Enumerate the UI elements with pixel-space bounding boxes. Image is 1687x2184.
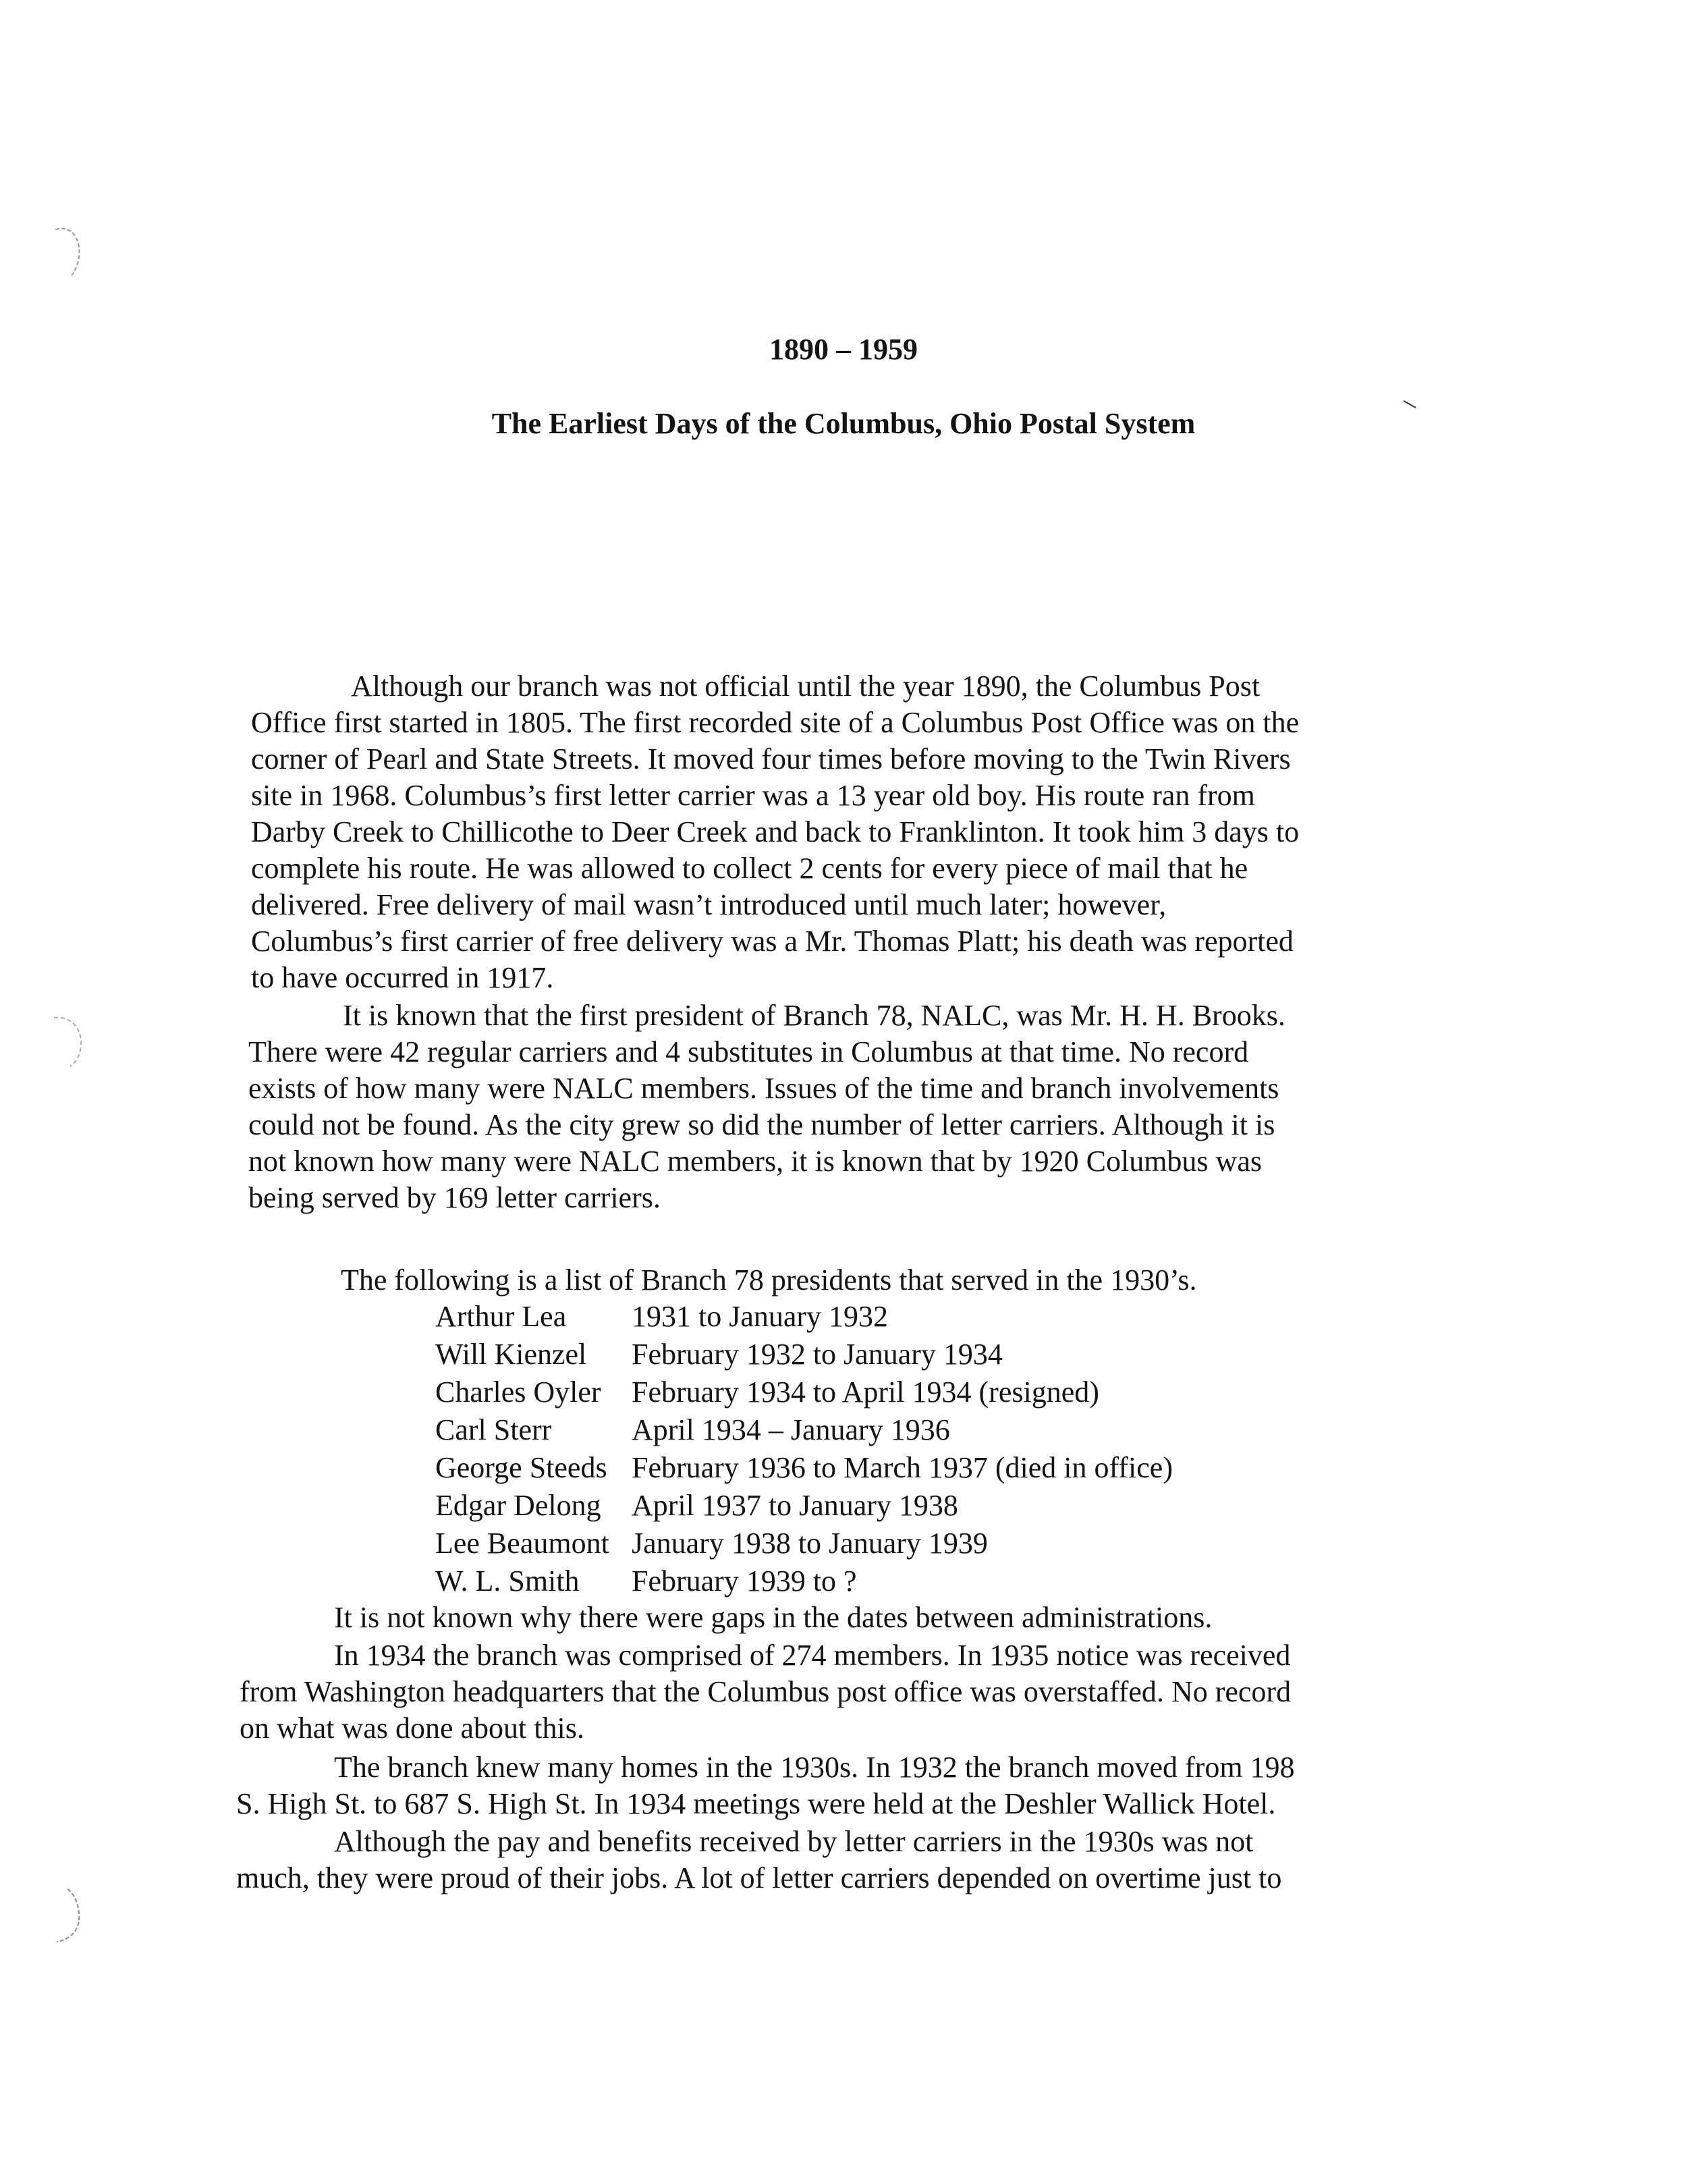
president-name: Edgar Delong: [435, 1489, 601, 1522]
president-term: February 1932 to January 1934: [632, 1338, 1003, 1371]
body-line: In 1934 the branch was comprised of 274 members. In 1935 notice was received: [334, 1639, 1291, 1672]
body-line: site in 1968. Columbus’s first letter carrier was a 13 year old boy. His route ran from: [251, 779, 1255, 812]
president-term: February 1936 to March 1937 (died in office): [632, 1451, 1173, 1484]
president-term: February 1934 to April 1934 (resigned): [632, 1375, 1099, 1409]
body-line: Darby Creek to Chillicothe to Deer Creek and back to Franklinton. It took him 3 days to: [251, 815, 1300, 848]
body-line: It is not known why there were gaps in the dates between administrations.: [334, 1601, 1213, 1634]
body-line: S. High St. to 687 S. High St. In 1934 meetings were held at the Deshler Wallick Hotel.: [236, 1787, 1276, 1820]
president-term: January 1938 to January 1939: [632, 1527, 988, 1560]
body-line: to have occurred in 1917.: [251, 961, 554, 994]
body-line: much, they were proud of their jobs. A lot of letter carriers depended on overtime just to: [236, 1861, 1282, 1894]
section-title-heading: The Earliest Days of the Columbus, Ohio Postal System: [491, 407, 1196, 440]
president-term: February 1939 to ?: [632, 1564, 857, 1598]
body-line: Columbus’s first carrier of free delivery was a Mr. Thomas Platt; his death was reported: [251, 925, 1294, 958]
body-line: being served by 169 letter carriers.: [248, 1181, 661, 1214]
punch-hole-shadow-bottom: [47, 1886, 88, 1943]
section-years-heading: 1890 – 1959: [769, 333, 918, 366]
president-name: W. L. Smith: [435, 1564, 580, 1598]
body-line: complete his route. He was allowed to collect 2 cents for every piece of mail that he: [251, 852, 1248, 885]
president-term: 1931 to January 1932: [632, 1300, 889, 1333]
president-name: Arthur Lea: [435, 1300, 567, 1333]
body-line: from Washington headquarters that the Columbus post office was overstaffed. No record: [240, 1675, 1292, 1708]
body-line: The branch knew many homes in the 1930s. In 1932 the branch moved from 198: [334, 1751, 1295, 1784]
punch-hole-shadow-middle: [47, 1012, 88, 1069]
body-line: exists of how many were NALC members. Issues of the time and branch involvements: [248, 1072, 1279, 1105]
president-name: George Steeds: [435, 1451, 607, 1484]
president-term: April 1937 to January 1938: [632, 1489, 958, 1522]
body-line: Although the pay and benefits received by letter carriers in the 1930s was not: [334, 1825, 1254, 1858]
president-name: Will Kienzel: [435, 1338, 587, 1371]
president-name: Carl Sterr: [435, 1413, 552, 1446]
body-line: delivered. Free delivery of mail wasn’t introduced until much later; however,: [251, 888, 1167, 921]
body-line: could not be found. As the city grew so did the number of letter carriers. Although it is: [248, 1108, 1275, 1141]
body-line: It is known that the first president of Branch 78, NALC, was Mr. H. H. Brooks.: [343, 999, 1285, 1032]
body-line: on what was done about this.: [240, 1712, 584, 1745]
body-line: not known how many were NALC members, it is known that by 1920 Columbus was: [248, 1145, 1262, 1178]
body-line: Office first started in 1805. The first recorded site of a Columbus Post Office was on the: [251, 706, 1300, 739]
presidents-intro: The following is a list of Branch 78 presidents that served in the 1930’s.: [341, 1263, 1197, 1296]
president-name: Lee Beaumont: [435, 1527, 609, 1560]
body-line: There were 42 regular carriers and 4 substitutes in Columbus at that time. No record: [248, 1035, 1249, 1068]
punch-hole-shadow-top: [47, 223, 88, 279]
president-term: April 1934 – January 1936: [632, 1413, 950, 1446]
body-line: corner of Pearl and State Streets. It moved four times before moving to the Twin Rivers: [251, 742, 1291, 775]
president-name: Charles Oyler: [435, 1375, 601, 1409]
body-line: Although our branch was not official until the year 1890, the Columbus Post: [351, 670, 1261, 703]
